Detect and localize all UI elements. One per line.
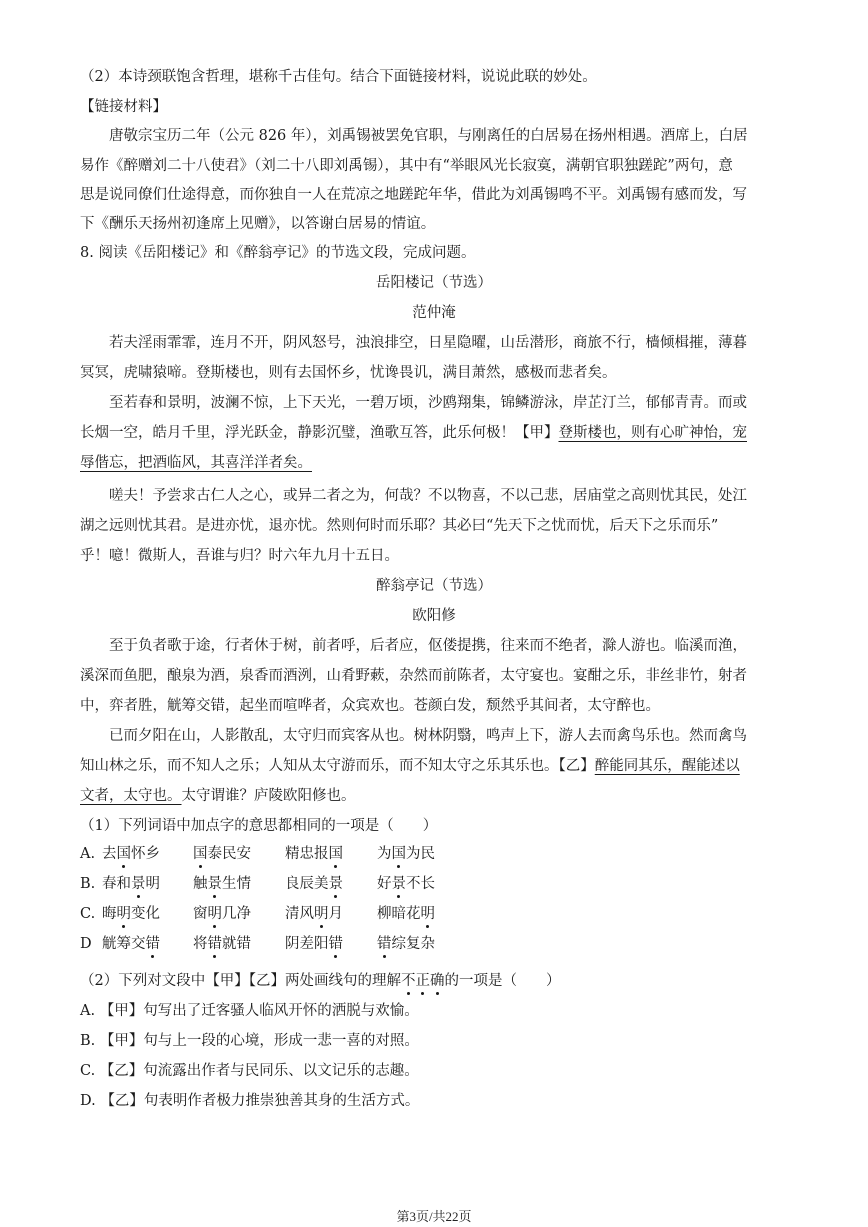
word-part: 泰民安 [207, 846, 251, 862]
emphasis-dot-char: 明 [208, 903, 223, 925]
emphasis-dot-char: 正 [415, 970, 430, 992]
link-material-line: 唐敬宗宝历二年（公元 826 年），刘禹锡被罢免官职，与刚离任的白居易在扬州相遇。酒席上，白居 [109, 128, 748, 144]
option-label[interactable]: A. [80, 846, 96, 862]
option-word [285, 933, 343, 955]
passage1-line: 嗟夫！予尝求古仁人之心，或异二者之为，何哉？不以物喜，不以己悲，居庙堂之高则忧其民，处江 [109, 488, 747, 504]
emphasis-dot-char: 错 [146, 933, 161, 955]
word-part: 良辰美 [285, 876, 329, 892]
option-word [377, 933, 435, 955]
word-part: 阴差阳 [285, 936, 329, 952]
word-part: 月 [328, 906, 343, 922]
link-material-line: 易作《醉赠刘二十八使君》（刘二十八即刘禹锡），其中有“举眼风光长寂寞，满朝官职独蹉跎”两句，意 [80, 158, 733, 174]
link-material-line: 下《酬乐天扬州初逢席上见赠》，以答谢白居易的情谊。 [80, 216, 436, 232]
emphasis-dot-char: 错 [208, 933, 223, 955]
option-word [377, 903, 435, 925]
word-part: 变化 [131, 906, 160, 922]
passage2-title: 醉翁亭记（节选） [376, 578, 492, 594]
word-part: 清风 [285, 906, 314, 922]
passage2-line: 溪深而鱼肥，酿泉为酒，泉香而酒洌，山肴野蔌，杂然而前陈者，太守宴也。宴酣之乐，非丝非竹，射者 [80, 668, 747, 684]
option-word [102, 873, 160, 895]
answer-option-d[interactable]: D. 【乙】句表明作者极力推崇独善其身的生活方式。 [80, 1093, 420, 1109]
question-8-2-stem [80, 970, 560, 992]
link-material-heading: 【链接材料】 [80, 99, 167, 115]
option-label[interactable]: B. [80, 876, 96, 892]
option-label[interactable]: D [80, 936, 92, 952]
option-word [285, 843, 343, 865]
word-part: 几净 [222, 906, 251, 922]
emphasis-dot-char: 景 [392, 873, 407, 895]
stem-text: （2）下列对文段中【甲】【乙】两处画线句的理解 [80, 973, 401, 989]
emphasis-dot-char: 明 [314, 903, 329, 925]
emphasis-dot-char: 错 [329, 933, 344, 955]
passage1-line: 若夫淫雨霏霏，连月不开，阴风怒号，浊浪排空，日星隐曜，山岳潜形，商旅不行，樯倾楫摧，薄暮 [109, 335, 747, 351]
word-part: 觥筹交 [102, 936, 146, 952]
option-word [102, 933, 160, 955]
option-label[interactable]: C. [80, 906, 96, 922]
word-part: 精忠报 [285, 846, 329, 862]
answer-option-c[interactable]: C. 【乙】句流露出作者与民同乐、以文记乐的志趣。 [80, 1063, 419, 1079]
passage1-line: 至若春和景明，波澜不惊，上下天光，一碧万顷，沙鸥翔集，锦鳞游泳，岸芷汀兰，郁郁青青。而或 [109, 395, 747, 411]
emphasis-dot-char: 景 [208, 873, 223, 895]
word-part: 为 [377, 846, 392, 862]
option-word [377, 843, 435, 865]
passage2-line: 中，弈者胜，觥筹交错，起坐而喧哗者，众宾欢也。苍颜白发，颓然乎其间者，太守醉也。 [80, 698, 660, 714]
emphasis-dot-char: 确 [430, 970, 445, 992]
word-part: 为民 [406, 846, 435, 862]
word-part: 触 [193, 876, 208, 892]
option-word [193, 843, 251, 865]
passage2-line: 已而夕阳在山，人影散乱，太守归而宾客从也。树林阴翳，鸣声上下，游人去而禽鸟乐也。然而禽鸟 [109, 728, 747, 744]
passage2-text: 太守谓谁？庐陵欧阳修也。 [181, 788, 356, 804]
passage1-title: 岳阳楼记（节选） [376, 275, 492, 291]
option-word [102, 843, 160, 865]
passage2-text: 知山林之乐，而不知人之乐；人知从太守游而乐，而不知太守之乐其乐也。【乙】 [80, 758, 595, 774]
link-material-line: 思是说同僚们仕途得意，而你独自一人在荒凉之地蹉跎年华，借此为刘禹锡鸣不平。刘禹锡有感而发，写 [80, 187, 747, 203]
option-word [377, 873, 435, 895]
word-part: 窗 [193, 906, 208, 922]
option-word [102, 903, 160, 925]
word-part: 就错 [222, 936, 251, 952]
word-part: 好 [377, 876, 392, 892]
word-part: 综复杂 [391, 936, 435, 952]
question-8-stem: 8. 阅读《岳阳楼记》和《醉翁亭记》的节选文段，完成问题。 [80, 245, 476, 261]
word-part: 将 [193, 936, 208, 952]
underlined-sentence-jia: 登斯楼也，则有心旷神怡，宠 [558, 425, 747, 441]
emphasis-dot-char: 国 [329, 843, 344, 865]
emphasis-dot-char: 国 [193, 843, 208, 865]
passage2-line [80, 785, 782, 807]
answer-option-a[interactable]: A. 【甲】句写出了迁客骚人临风开怀的洒脱与欢愉。 [80, 1003, 419, 1019]
underlined-sentence-yi: 醉能同其乐，醒能述以 [594, 758, 740, 774]
emphasis-dot-char: 景 [131, 873, 146, 895]
word-part: 怀乡 [131, 846, 160, 862]
word-part: 去 [102, 846, 117, 862]
option-word [285, 873, 343, 895]
word-part: 不长 [406, 876, 435, 892]
emphasis-dot-char: 不 [401, 970, 416, 992]
passage2-line: 至于负者歌于途，行者休于树，前者呼，后者应，伛偻提携，往来而不绝者，滁人游也。临溪而渔， [109, 638, 747, 654]
option-word [285, 903, 343, 925]
emphasis-dot-char: 明 [117, 903, 132, 925]
passage1-line: 乎！噫！微斯人，吾谁与归？时六年九月十五日。 [80, 548, 399, 564]
word-part: 柳暗花 [377, 906, 421, 922]
passage1-line [80, 452, 782, 474]
word-part: 生情 [222, 876, 251, 892]
option-word [193, 903, 251, 925]
passage1-line: 冥冥，虎啸猿啼。登斯楼也，则有去国怀乡，忧谗畏讥，满目萧然，感极而悲者矣。 [80, 365, 617, 381]
passage1-line: 湖之远则忧其君。是进亦忧，退亦忧。然则何时而乐耶？其必曰“先天下之忧而忧，后天下之乐而乐” [80, 518, 719, 534]
word-part: 春和 [102, 876, 131, 892]
emphasis-dot-char: 国 [117, 843, 132, 865]
underlined-sentence-jia: 辱偕忘，把酒临风，其喜洋洋者矣。 [80, 455, 312, 471]
passage2-author: 欧阳修 [412, 608, 456, 624]
underlined-sentence-yi: 文者，太守也。 [80, 788, 182, 804]
option-word [193, 933, 251, 955]
emphasis-dot-char: 明 [421, 903, 436, 925]
question-8-1-stem: （1）下列词语中加点字的意思都相同的一项是（ ） [80, 818, 438, 834]
word-part: 明 [145, 876, 160, 892]
passage2-line [80, 755, 782, 777]
question-7-2: （2）本诗颈联饱含哲理，堪称千古佳句。结合下面链接材料，说说此联的妙处。 [80, 69, 597, 85]
emphasis-dot-char: 错 [377, 933, 392, 955]
option-word [193, 873, 251, 895]
passage1-line [80, 422, 782, 444]
passage1-text: 长烟一空，皓月千里，浮光跃金，静影沉璧，渔歌互答，此乐何极！【甲】 [80, 425, 559, 441]
stem-text: 的一项是（ ） [444, 973, 561, 989]
emphasis-dot-char: 国 [392, 843, 407, 865]
answer-option-b[interactable]: B. 【甲】句与上一段的心境，形成一悲一喜的对照。 [80, 1033, 419, 1049]
page-footer: 第3页/共22页 [396, 1209, 472, 1224]
emphasis-dot-char: 景 [329, 873, 344, 895]
word-part: 晦 [102, 906, 117, 922]
passage1-author: 范仲淹 [412, 305, 456, 321]
